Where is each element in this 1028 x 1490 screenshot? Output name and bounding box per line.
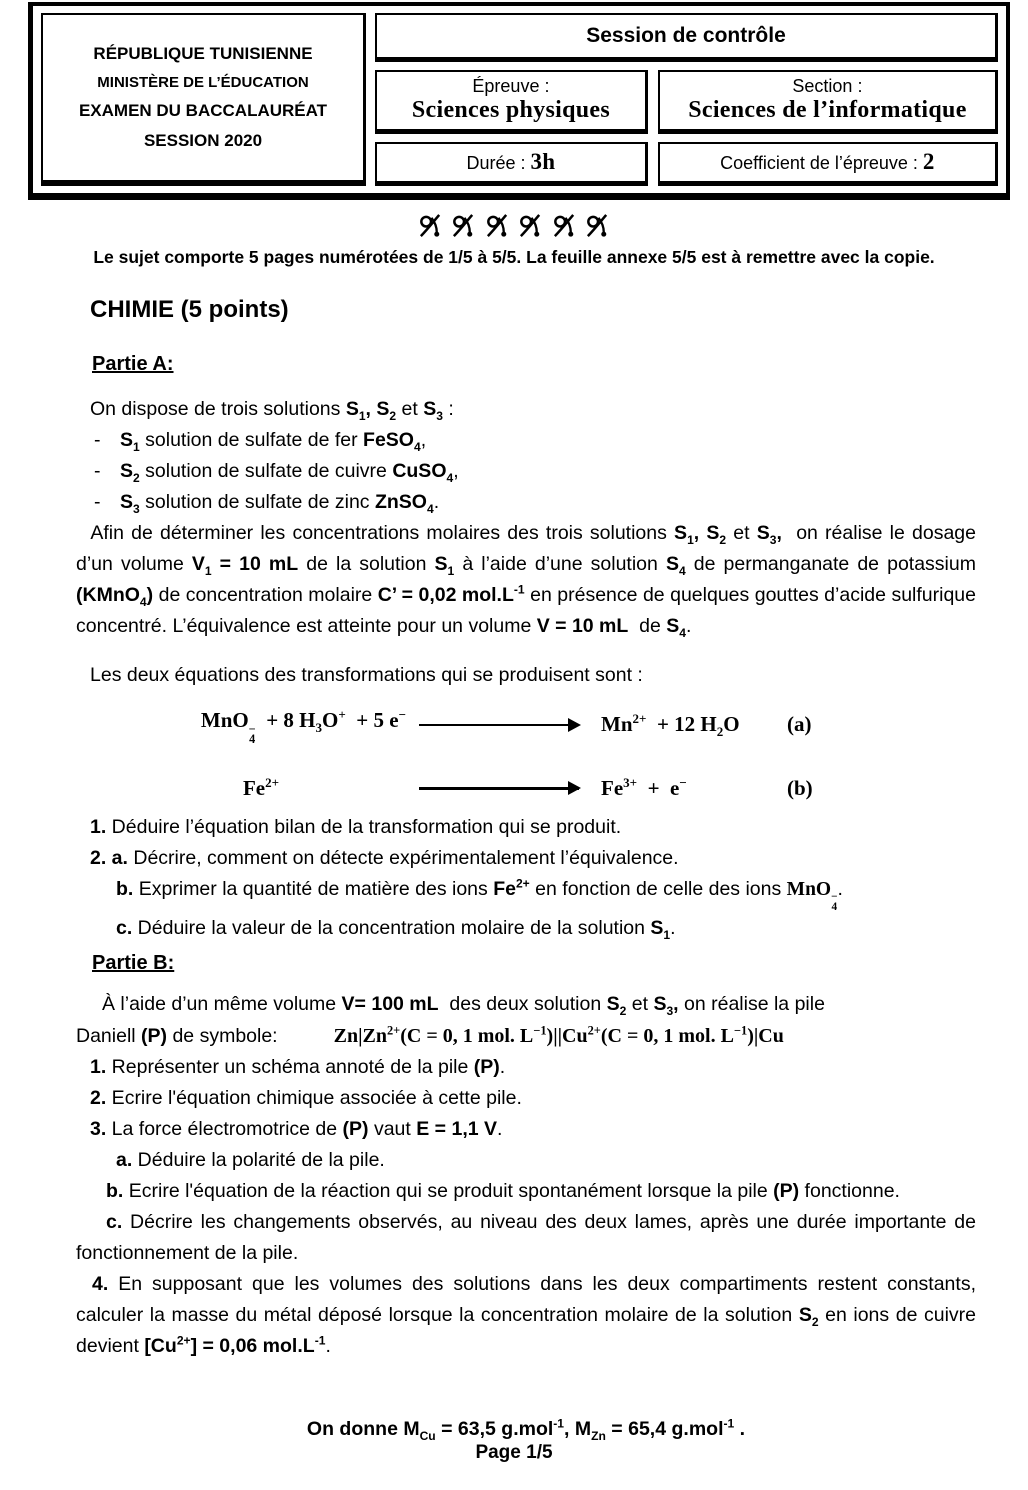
question-b3b: b. Ecrire l'équation de la réaction qui se produit spontanément lorsque la pile (P) fonctionne. (106, 1179, 900, 1202)
question-b2: 2. Ecrire l'équation chimique associée à cette pile. (90, 1086, 522, 1109)
duree-value: 3h (530, 149, 556, 174)
question-b4: 4. En supposant que les volumes des solutions dans les deux compartiments restent constants, calculer la masse du métal déposé lorsque la concentration molaire de la solution $S_2$ en ions de cuivre devient $[Cu^{2+}] = 0,06$ $mol.L^{-1}$. (76, 1272, 976, 1357)
epreuve-value: Sciences physiques (411, 97, 610, 123)
question-a1: 1. Déduire l’équation bilan de la transformation qui se produit. (90, 815, 622, 838)
partie-b-title: Partie B: (92, 951, 175, 974)
duree-label: Durée : (466, 153, 531, 173)
equation-b-left: $Fe^{2+}$ (242, 774, 280, 800)
knot-ornament-icon (451, 212, 476, 239)
reaction-equations (116, 705, 976, 804)
list-item (94, 425, 976, 456)
institution-box (41, 13, 366, 186)
equation-b-label: (b) (787, 775, 813, 800)
knot-ornament-icon (418, 212, 443, 239)
knot-ornament-icon (518, 212, 543, 239)
header-row-epreuve-section (375, 70, 998, 134)
cell-symbol-line (76, 1021, 976, 1052)
subject-notice: Le sujet comporte 5 pages numérotées de 1/5 à 5/5. La feuille annexe 5/5 est à remettre avec la copie. (93, 247, 935, 267)
equations-intro: Les deux équations des transformations qui se produisent sont : (90, 664, 643, 686)
knot-ornament-icon (585, 212, 610, 239)
header-right-column (375, 13, 998, 186)
list-dash: - (94, 491, 101, 513)
given-data-line: On donne $M_{Cu} = 63,5$ g.mol$^{-1}$, $M_{Zn} = 65,4$ g.mol$^{-1}$ . (306, 1416, 746, 1443)
cell-symbol: $Zn|Zn^{2+}(C = 0$, 1 mol. $L^{-1})||Cu^{2+}(C = 0$, 1 mol. $L^{-1})|Cu$ (333, 1023, 784, 1047)
session-title: Session de contrôle (586, 24, 786, 47)
reaction-arrow (406, 787, 591, 790)
list-item (94, 456, 976, 487)
ornament-separator (0, 212, 1028, 239)
partie-a-intro: On dispose de trois solutions $S_1$, $S_2$ et $S_3$ : (90, 398, 454, 423)
equation-a-label: (a) (787, 712, 812, 737)
list-item-text: $S_3$ solution de sulfate de zinc ZnSO$_4$. (120, 491, 440, 516)
session-box (375, 13, 998, 62)
list-item-text: $S_2$ solution de sulfate de cuivre CuSO$_4$, (120, 460, 459, 485)
institution-line: EXAMEN DU BACCALAURÉAT (78, 101, 328, 120)
coefficient-label: Coefficient de l’épreuve : (720, 153, 923, 173)
question-a2a: 2. a. Décrire, comment on détecte expérimentalement l’équivalence. (90, 846, 679, 869)
equation-a-right: $Mn^{2+} + 12$ $H_2O$ (601, 711, 740, 740)
list-dash: - (94, 429, 101, 451)
equation-b-right: $Fe^{3+} + e^-$ (601, 774, 687, 800)
question-b1: 1. Représenter un schéma annoté de la pile (P). (90, 1055, 506, 1078)
equation-a-left: MnO − 4 + 8 $H_3O^+ + 5$ e− (200, 707, 406, 747)
question-b3c: c. Décrire les changements observés, au niveau des deux lames, après une durée importante de fonctionnement de la pile. (76, 1210, 976, 1264)
list-dash: - (94, 460, 101, 482)
exam-content (76, 294, 976, 1445)
partie-a-paragraph: Afin de déterminer les concentrations molaires des trois solutions $S_1$, $S_2$ et $S_3$, on réalise le dosage d’un volume $V_1 = 10$ mL de la solution $S_1$ à l’aide d’une solution $S_4$ de permanganate de potassium (KMnO$_4$) de concentration molaire C’ = 0,02 $mol.L^{-1}$ en présence de quelques gouttes d’acide sulfurique concentré. L’équivalence est atteinte pour un volume V = 10 mL de $S_4$. (76, 522, 976, 640)
coefficient-value: 2 (922, 149, 935, 174)
section-label: Section : (792, 76, 863, 96)
duree-box (375, 142, 648, 186)
cell-symbol-label: Daniell (P) de symbole: (76, 1024, 278, 1047)
reaction-arrow (406, 724, 591, 727)
partie-b-intro: À l’aide d’un même volume V= 100 mL des deux solution $S_2$ et $S_3$, on réalise la pile (102, 992, 825, 1018)
question-b3a: a. Déduire la polarité de la pile. (116, 1148, 385, 1171)
institution-line: SESSION 2020 (143, 131, 263, 150)
section-box (658, 70, 998, 134)
institution-line: RÉPUBLIQUE TUNISIENNE (93, 44, 313, 63)
question-a2b: b. Exprimer la quantité de matière des ions $Fe^{2+}$ en fonction de celle des ions MnO − 4 . (116, 876, 843, 914)
epreuve-box (375, 70, 648, 134)
knot-ornament-icon (485, 212, 510, 239)
page-footer: Page 1/5 (475, 1442, 553, 1463)
chimie-title: CHIMIE (5 points) (90, 296, 289, 323)
list-item (94, 487, 976, 518)
section-value: Sciences de l’informatique (688, 97, 967, 123)
list-item-text: $S_1$ solution de sulfate de fer FeSO$_4$, (120, 429, 427, 454)
knot-ornament-icon (552, 212, 577, 239)
epreuve-label: Épreuve : (472, 76, 550, 96)
question-a2c: c. Déduire la valeur de la concentration molaire de la solution $S_1$. (116, 916, 676, 942)
exam-header (28, 2, 1010, 200)
question-b3: 3. La force électromotrice de (P) vaut E = 1,1 V. (90, 1117, 503, 1140)
coefficient-box (658, 142, 998, 186)
header-row-duree-coefficient (375, 142, 998, 186)
partie-a-title: Partie A: (92, 353, 174, 375)
institution-line: MINISTÈRE DE L’ÉDUCATION (97, 74, 309, 91)
